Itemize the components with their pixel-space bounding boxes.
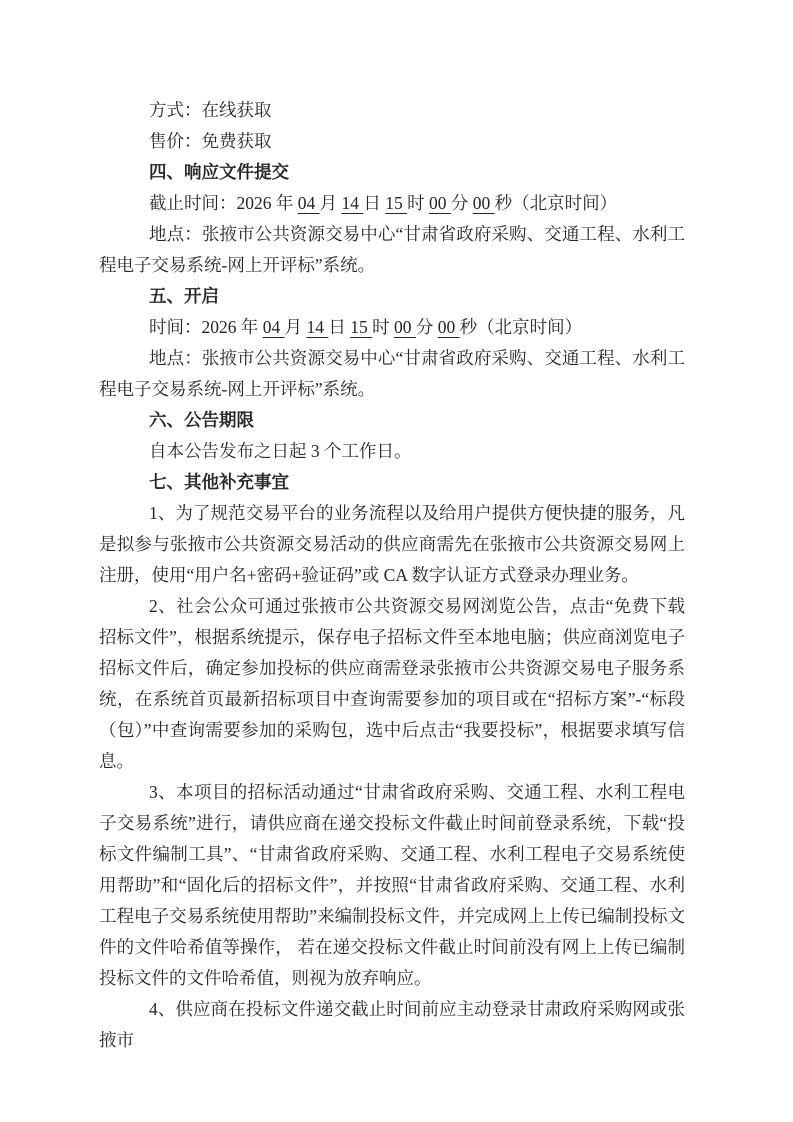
text-run: 六、公告期限 <box>149 410 254 430</box>
text-run: 五、开启 <box>149 286 219 306</box>
opening-time-line <box>99 312 685 343</box>
text-run: 时间：2026 年 <box>149 317 263 337</box>
underlined-value: 15 <box>385 193 408 213</box>
supplement-item-3 <box>99 777 685 994</box>
announcement-period-line <box>99 436 685 467</box>
section-6-heading <box>99 405 685 436</box>
text-run: 分 <box>415 317 438 337</box>
underlined-value: 04 <box>262 317 285 337</box>
underlined-value: 00 <box>429 193 451 213</box>
text-run: 时 <box>407 193 429 213</box>
text-run: 日 <box>328 317 351 337</box>
text-run: 地点：张掖市公共资源交易中心“甘肃省政府采购、交通工程、水利工程电子交易系统-网上开评标”系统。 <box>99 348 685 399</box>
text-run: 1、为了规范交易平台的业务流程以及给用户提供方便快捷的服务，凡是拟参与张掖市公共资源交易活动的供应商需先在张掖市公共资源交易网上注册，使用“用户名+密码+验证码”或 CA 数字认证方式登录办理业务。 <box>99 503 685 585</box>
text-run: 售价：免费获取 <box>149 131 272 151</box>
text-run: 自本公告发布之日起 3 个工作日。 <box>149 441 412 461</box>
text-run: 七、其他补充事宜 <box>149 472 289 492</box>
text-run: 四、响应文件提交 <box>149 162 289 182</box>
text-run: 月 <box>319 193 342 213</box>
supplement-item-4 <box>99 994 685 1056</box>
text-run: 3、本项目的招标活动通过“甘肃省政府采购、交通工程、水利工程电子交易系统”进行，请供应商在递交投标文件截止时间前登录系统，下载“投标文件编制工具”、“甘肃省政府采购、交通工程、水利工程电子交易系统使用帮助”和“固化后的招标文件”，并按照“甘肃省政府采购、交通工程、水利工程电子交易系统使用帮助”来编制投标文件，并完成网上上传已编制投标文件的文件哈希值等操作， 若在递交投标文件截止时间前没有网上上传已编制投标文件的文件哈希值，则视为放弃响应。 <box>99 782 685 988</box>
underlined-value: 00 <box>437 317 460 337</box>
supplement-item-1 <box>99 498 685 591</box>
text-run: 截止时间：2026 年 <box>149 193 298 213</box>
text-run: 分 <box>450 193 473 213</box>
text-run: 日 <box>363 193 386 213</box>
acquisition-method-line <box>99 95 685 126</box>
text-run: 秒（北京时间） <box>459 317 583 337</box>
text-run: 2、社会公众可通过张掖市公共资源交易网浏览公告，点击“免费下载招标文件”，根据系统提示，保存电子招标文件至本地电脑；供应商浏览电子招标文件后，确定参加投标的供应商需登录张掖市公共资源交易电子服务系统，在系统首页最新招标项目中查询需要参加的项目或在“招标方案”-“标段（包）”中查询需要参加的采购包，选中后点击“我要投标”，根据要求填写信息。 <box>99 596 685 771</box>
underlined-value: 04 <box>297 193 320 213</box>
document-body <box>99 95 685 1056</box>
underlined-value: 00 <box>472 193 495 213</box>
text-run: 月 <box>284 317 307 337</box>
opening-location-paragraph <box>99 343 685 405</box>
submission-deadline-line <box>99 188 685 219</box>
section-4-heading <box>99 157 685 188</box>
section-5-heading <box>99 281 685 312</box>
text-run: 秒（北京时间） <box>494 193 618 213</box>
section-7-heading <box>99 467 685 498</box>
underlined-value: 15 <box>350 317 373 337</box>
text-run: 4、供应商在投标文件递交截止时间前应主动登录甘肃政府采购网或张掖市 <box>99 999 685 1050</box>
underlined-value: 14 <box>341 193 364 213</box>
text-run: 地点：张掖市公共资源交易中心“甘肃省政府采购、交通工程、水利工程电子交易系统-网上开评标”系统。 <box>99 224 685 275</box>
submission-location-paragraph <box>99 219 685 281</box>
price-line <box>99 126 685 157</box>
underlined-value: 00 <box>394 317 416 337</box>
supplement-item-2 <box>99 591 685 777</box>
underlined-value: 14 <box>306 317 329 337</box>
text-run: 时 <box>372 317 394 337</box>
text-run: 方式：在线获取 <box>149 100 272 120</box>
